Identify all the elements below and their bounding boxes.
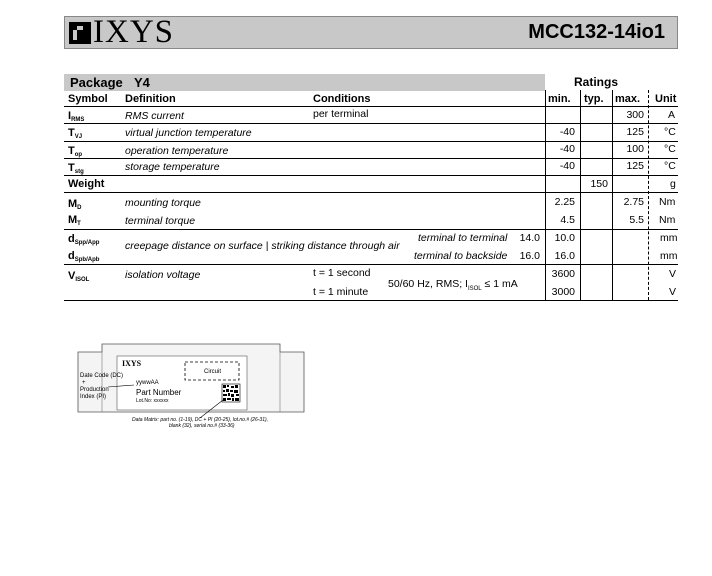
max-md: 2.75 [623,196,644,208]
symbol-irms: $I_{RMS}$ [68,110,85,123]
table-rule [64,141,678,142]
def-top: operation temperature [125,145,229,157]
min-top: -40 [559,143,575,155]
symbol-tstg: $T_{stg}$ [68,162,84,175]
def-tvj: virtual junction temperature [125,127,252,139]
unit-md: Nm [659,196,676,208]
symbol-tvj: $T_{VJ}$ [68,127,83,140]
max-tstg: 125 [626,160,644,172]
col-divider [580,90,581,300]
cond-irms: per terminal [313,108,369,120]
col-divider [648,90,649,300]
drawing-lot-no: Lot.No: xxxxxx [136,398,169,404]
min-dspp: 10.0 [554,232,575,244]
ratings-title: Ratings [574,75,619,89]
max-irms: 300 [626,109,644,121]
def-creepage: creepage distance on surface | striking distance through air [125,240,400,252]
package-outline [72,340,312,420]
ixys-logo-mark-icon [69,22,91,44]
table-rule [64,106,678,107]
drawing-circuit: Circuit [204,369,222,375]
symbol-dspb: $d_{Spb/Apb}$ [68,250,100,263]
cond-dspb: terminal to backside [414,250,508,262]
col-symbol: Symbol [68,93,108,105]
drawing-plus: + [82,380,86,386]
package-value: Y4 [134,75,150,90]
unit-visol-1min: V [669,286,677,298]
ixys-logo [69,14,175,50]
unit-dspb: mm [660,250,678,262]
col-min: min. [548,93,571,105]
package-bar [64,74,545,91]
typ-weight: 150 [590,178,608,190]
cond-dspp: terminal to terminal [418,232,508,244]
min-md: 2.25 [554,196,575,208]
val-dspp: 14.0 [519,232,540,244]
symbol-top: $T_{op}$ [68,145,83,158]
symbol-visol: $V_{ISOL}$ [68,270,90,283]
table-rule [64,158,678,159]
table-rule [64,175,678,176]
part-number: MCC132-14io1 [528,21,665,43]
package-label: Package [70,75,123,90]
table-rule [64,123,678,124]
drawing-caption-2: blank (32), serial no.# (33-36) [169,423,235,429]
min-mt: 4.5 [560,214,575,226]
min-tvj: -40 [559,126,575,138]
unit-dspp: mm [660,232,678,244]
max-mt: 5.5 [629,214,644,226]
col-typ: typ. [584,93,604,105]
brand-name: IXYS [93,14,175,50]
def-md: mounting torque [125,197,201,209]
unit-tstg: °C [664,160,676,172]
def-visol: isolation voltage [125,269,201,281]
cond-visol-1s: t = 1 second [313,267,371,279]
min-tstg: -40 [559,160,575,172]
table-rule [64,300,678,301]
package-marking-drawing [72,340,312,429]
table-rule [64,192,678,193]
val-dspb: 16.0 [519,250,540,262]
def-mt: terminal torque [125,215,196,227]
symbol-dspp: $d_{Spp/App}$ [68,233,100,246]
document-header [64,16,678,49]
min-visol-1s: 3600 [551,268,575,280]
cond-visol-freq: 50/60 Hz, RMS; $I_{ISOL} \le 1$ mA [388,278,518,293]
col-unit: Unit [655,93,677,105]
unit-mt: Nm [659,214,676,226]
table-rule [64,264,678,265]
drawing-index: Index (PI) [80,394,107,400]
drawing-part-number: Part Number [136,388,182,397]
unit-tvj: °C [664,126,676,138]
col-definition: Definition [125,93,176,105]
def-irms: RMS current [125,110,184,122]
drawing-yywwaa: yywwAA [136,380,159,386]
drawing-production: Production [80,387,109,393]
unit-weight: g [670,178,676,190]
min-visol-1min: 3000 [551,286,575,298]
drawing-brand: IXYS [122,359,142,368]
unit-irms: A [668,109,676,121]
max-top: 100 [626,143,644,155]
col-conditions: Conditions [313,93,371,105]
drawing-date-code: Date Code (DC) [80,373,124,379]
def-tstg: storage temperature [125,161,220,173]
symbol-weight: Weight [68,178,105,190]
unit-visol-1s: V [669,268,677,280]
symbol-md: $M_D$ [68,198,82,211]
cond-visol-1min: t = 1 minute [313,286,369,298]
unit-top: °C [664,143,676,155]
min-dspb: 16.0 [554,250,575,262]
table-rule [64,229,678,230]
symbol-mt: $M_T$ [68,214,81,227]
drawing-caption-1: Data Matrix: part no. (1-19), DC + PI (20-25), lot.no.# (26-31), [132,417,269,423]
max-tvj: 125 [626,126,644,138]
col-max: max. [615,93,641,105]
